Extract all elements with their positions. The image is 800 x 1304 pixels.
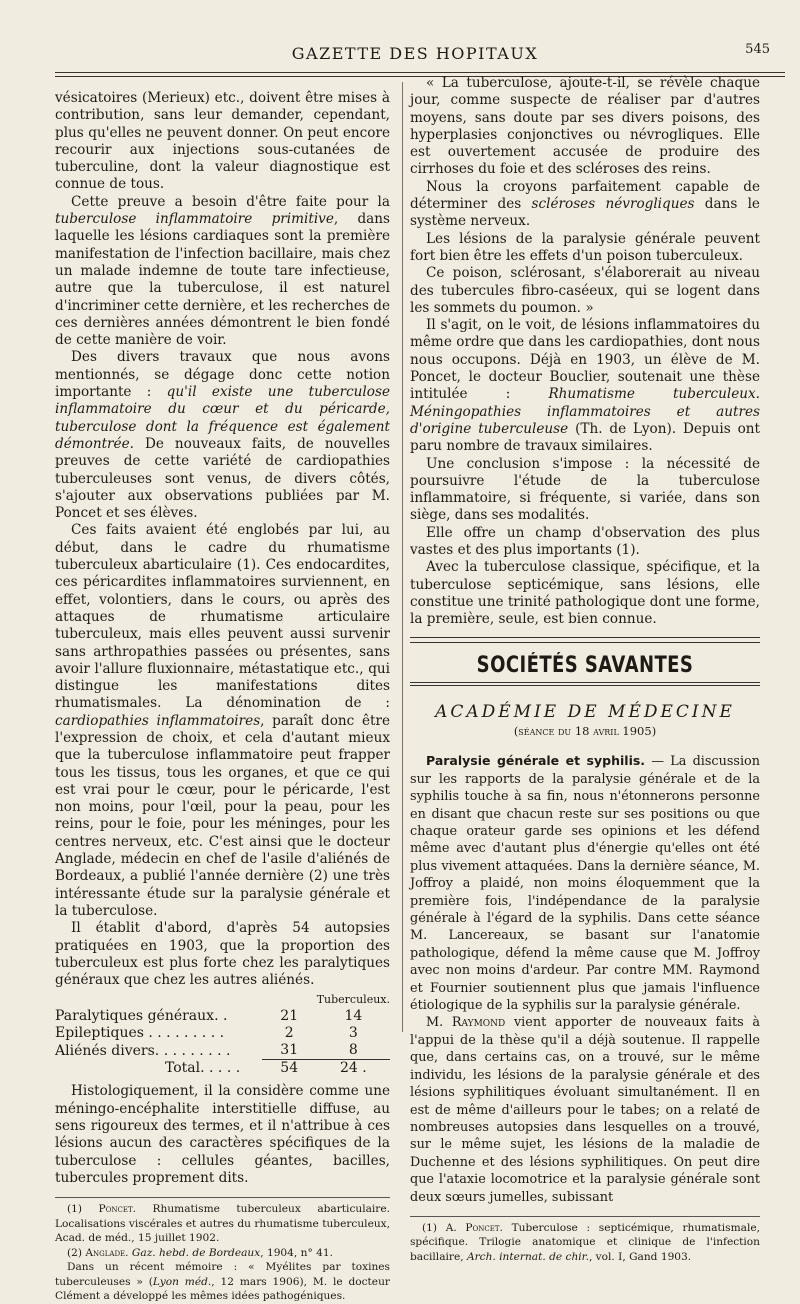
paragraph: « La tuberculose, ajoute-t-il, se révèle chaque jour, comme suspecte de réaliser par d'autres moyens, sans doute par ses divers poisons, des hyperplasies conjonctives ou névrogliques. Elle est ouvertement accusée de produire des cirrhoses du foie et des scléroses des reins. [410, 75, 760, 178]
paragraph: Nous la croyons parfaitement capable de déterminer des scléroses névrogliques dans le système nerveux. [410, 178, 760, 230]
right-column [410, 75, 760, 1264]
section-title: SOCIÉTÉS SAVANTES [476, 652, 694, 678]
paragraph: vésicatoires (Merieux) etc., doivent être mises à contribution, sans leur demander, cependant, plus qu'elles ne peuvent donner. On peut encore recourir aux injections sous-cutanées de tuberculine, dont la valeur diagnostique est connue de tous. [55, 90, 390, 193]
table-row: Epileptiques . . . . . . . . . 2 3 [55, 1025, 358, 1042]
paragraph: Une conclusion s'impose : la nécessité de poursuivre l'étude de la tuberculose inflammatoire, si fréquente, si variée, dans son siège, dans ses modalités. [410, 455, 760, 524]
paragraph: Avec la tuberculose classique, spécifique, et la tuberculose septicémique, sans lésions, elle constitue une trinité pathologique dont une forme, la première, seule, est bien connue. [410, 559, 760, 628]
table-row: Aliénés divers. . . . . . . . . 31 8 [55, 1042, 390, 1060]
autopsy-table [55, 991, 390, 1077]
footnote: (1) A. Poncet. Tuberculose : septicémique, rhumatismale, spécifique. Trilogie anatomique et clinique de l'infection bacillaire, Arch. internat. de chir., vol. I, Gand 1903. [410, 1221, 761, 1263]
footnote: Dans un récent mémoire : « Myélites par toxines tuberculeuses » (Lyon méd., 12 mars 1906), M. le docteur Clément a développé les mêmes idées pathogéniques. [55, 1261, 390, 1303]
page-header [60, 40, 770, 70]
paragraph: Il établit d'abord, d'après 54 autopsies pratiquées en 1903, que la proportion des tuberculeux est plus forte chez les paralytiques généraux que chez les autres aliénés. [55, 920, 390, 989]
section-rule [410, 637, 760, 643]
paragraph: Paralysie générale et syphilis. — La discussion sur les rapports de la paralysie générale et de la syphilis touche à sa fin, nous n'étonnerons personne en disant que chacun reste sur ses positions ou que chaque orateur garde ses opinions et les défend même avec d'autant plus d'énergie qu'elles ont été plus vivement attaquées. Dans la dernière séance, M. Joffroy a plaidé, non moins éloquemment que la première fois, l'indépendance de la paralysie générale à l'égard de la syphilis. Dans cette séance M. Lancereaux, se basant sur l'anatomie pathologique, défend la même cause que M. Joffroy avec non moins d'ardeur. Par contre MM. Raymond et Fournier soutiennent plus que jamais l'influence étiologique de la syphilis sur la paralysie générale. [410, 753, 760, 1014]
footnote-rule [410, 1216, 760, 1217]
section-rule [410, 682, 760, 686]
table-col-header: Tuberculeux. [316, 993, 390, 1007]
journal-title: GAZETTE DES HOPITAUX [291, 44, 539, 63]
paragraph: Histologiquement, il la considère comme une méningo-encéphalite interstitielle diffuse, au sens rigoureux des termes, et il n'attribue à ces lésions aucun des caractères spécifiques de la tuberculose : cellules géantes, bacilles, tubercules proprement dits. [55, 1083, 390, 1186]
paragraph: Elle offre un champ d'observation des plus vastes et des plus importants (1). [410, 524, 760, 559]
paragraph: Il s'agit, on le voit, de lésions inflammatoires du même ordre que dans les cardiopathies, dont nous nous occupons. Déjà en 1903, un élève de M. Poncet, le docteur Bouclier, soutenait une thèse intitulée : Rhumatisme tuberculeux. Méningopathies inflammatoires et autres d'origine tuberculeuse (Th. de Lyon). Depuis ont paru nombre de travaux similaires. [410, 317, 761, 455]
column-separator [402, 82, 403, 1032]
header-rule [55, 72, 785, 73]
session-report [410, 752, 760, 1206]
session-date: (séance du 18 avril 1905) [513, 724, 657, 739]
paragraph: M. Raymond vient apporter de nouveaux faits à l'appui de la thèse qu'il a déjà soutenue. Il rappelle que, dans certains cas, on a trouvé, sur le même individu, les lésions de la paralysie générale et des lésions syphilitiques évoluant simultanément. Il en est de même d'ailleurs pour le tabes; on a relaté de nombreuses autopsies dans lesquelles on a trouvé, sur le même sujet, les lésions de la maladie de Duchenne et des lésions syphilitiques. On peut dire que l'ataxie locomotrice et la paralysie générale sont deux sœurs jumelles, subissant [410, 1015, 760, 1205]
paragraph: Les lésions de la paralysie générale peuvent fort bien être les effets d'un poison tuberculeux. [410, 230, 760, 264]
footnotes [55, 1202, 390, 1304]
society-heading: ACADÉMIE DE MÉDECINE [435, 701, 735, 722]
paragraph: Ce poison, sclérosant, s'élaborerait au niveau des tubercules fibro-caséeux, qui se logent dans les sommets du poumon. » [410, 265, 760, 316]
footnote: (2) Anglade. Gaz. hebd. de Bordeaux, 1904, n° 41. [67, 1246, 333, 1259]
table-total-row: Total. . . . . 54 24 . [165, 1060, 367, 1077]
paragraph: Des divers travaux que nous avons mentionnés, se dégage donc cette notion importante : qu'il existe une tuberculose inflammatoire du cœur et du péricarde, tuberculose dont la fréquence est également démontrée. De nouveaux faits, de nouvelles preuves de cette variété de cardiopathies tuberculeuses sont venus, de divers côtés, s'ajouter aux observations publiées par M. Poncet et ses élèves. [55, 349, 390, 522]
footnote-rule [55, 1197, 390, 1198]
footnote: (1) Poncet. Rhumatisme tuberculeux abarticulaire. Localisations viscérales et autres du rhumatisme tuberculeux, Acad. de méd., 15 juillet 1902. [55, 1203, 390, 1245]
page-number: 545 [745, 42, 770, 57]
paragraph: Cette preuve a besoin d'être faite pour la tuberculose inflammatoire primitive, dans laquelle les lésions cardiaques sont la première manifestation de l'infection bacillaire, mais chez un malade indemne de toute tare infectieuse, autre que la tuberculose, il est naturel d'incriminer cette dernière, et les recherches de ces dernières années démontrent le bien fondé de cette manière de voir. [55, 193, 390, 349]
paragraph: Ces faits avaient été englobés par lui, au début, dans le cadre du rhumatisme tuberculeux abarticulaire (1). Ces endocardites, ces péricardites inflammatoires surviennent, en effet, volontiers, dans le cours, ou après des attaques de rhumatisme articulaire tuberculeux, mais elles peuvent aussi survenir sans arthropathies passées ou présentes, sans avoir l'allure fluxionnaire, métastatique etc., qui distingue les manifestations dites rhumatismales. La dénomination de : cardiopathies inflammatoires, paraît donc être l'expression de choix, et cela d'autant mieux que la tuberculose inflammatoire peut frapper tous les tissus, tous les organes, et que ce qui est vrai pour le cœur, pour le péricarde, l'est non moins, pour l'œil, pour la peau, pour les reins, pour le foie, pour les méninges, pour les centres nerveux, etc. C'est ainsi que le docteur Anglade, médecin en chef de l'asile d'aliénés de Bordeaux, a publié l'année dernière (2) une très intéressante étude sur la paralysie générale et la tuberculose. [55, 522, 390, 919]
left-column [55, 90, 390, 1304]
footnotes [410, 1221, 760, 1265]
table-row: Paralytiques généraux. . 21 14 [55, 1008, 363, 1025]
